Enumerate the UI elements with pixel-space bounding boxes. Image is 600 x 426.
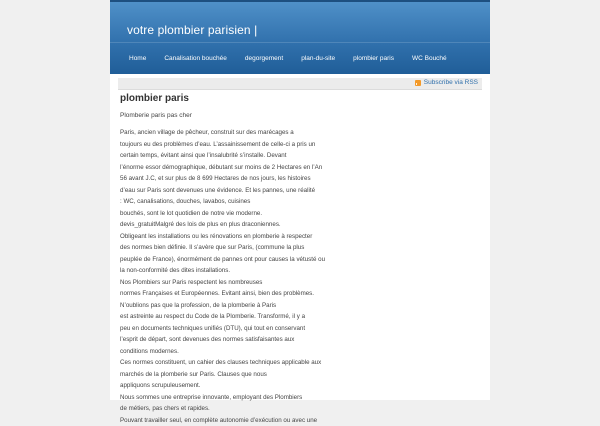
- rss-label[interactable]: Subscribe via RSS: [423, 79, 478, 86]
- post-content: [120, 93, 360, 426]
- post-body: Paris, ancien village de pêcheur, construit sur des marécages a toujours eu des problèmes d’eau. L’assainissement de celle-ci a pris un certain temps, évitant ainsi que l’insalubrité s’installe. Devant l’énorme essor démographique, débutant sur moins de 2 Hectares en l’An 56 avant J.C, et sur plus de 8 699 Hectares de nos jours, les histoires d’eau sur Paris sont devenues une évidence. Et les pannes, une réalité : WC, canalisations, douches, lavabos, cuisines bouchés, sont le lot quotidien de notre vie moderne. devis_gratuitMalgré des lois de plus en plus draconiennes. Obligeant les installations ou les rénovations en plomberie à respecter des normes bien définie. Il s’avère que sur Paris, (commune la plus peuplée de France), énormément de pannes ont pour causes la vétusté ou la non-conformité des dites installations. Nos Plombiers sur Paris respectent les nombreuses normes Françaises et Européennes. Evitant ainsi, bien des problèmes. N’oublions pas que la profession, de la plomberie à Paris est astreinte au respect du Code de la Plomberie. Transformé, il y a peu en documents techniques unifiés (DTU), qui tout en conservant l’esprit de départ, sont devenues des normes satisfaisantes aux conditions modernes. Ces normes constituent, un cahier des clauses techniques applicable aux marchés de la plomberie sur Paris. Clauses que nous appliquons scrupuleusement. Nous sommes une entreprise innovante, employant des Plombiers de métiers, pas chers et rapides. Pouvant travailler seul, en complète autonomie d’exécution ou avec une: [120, 129, 326, 424]
- rss-icon: [415, 80, 421, 86]
- nav-item-degorgement[interactable]: degorgement: [244, 55, 284, 62]
- page-wrapper: [110, 0, 490, 424]
- post-subtitle: Plomberie paris pas cher: [120, 112, 192, 119]
- sub-bar: [118, 78, 482, 90]
- nav-item-plan-du-site[interactable]: plan-du-site: [301, 55, 336, 62]
- rss-link[interactable]: [415, 79, 478, 86]
- main-nav: [110, 50, 456, 68]
- nav-item-wc-bouche[interactable]: WC Bouché: [411, 55, 447, 62]
- nav-item-plombier-paris[interactable]: plombier paris: [353, 55, 394, 62]
- site-header: [110, 0, 490, 74]
- nav-item-canalisation-bouchee[interactable]: Canalisation bouchée: [164, 55, 227, 62]
- post-title[interactable]: plombier paris: [120, 93, 189, 104]
- site-title[interactable]: votre plombier parisien |: [127, 23, 258, 37]
- nav-item-home[interactable]: Home: [129, 55, 147, 62]
